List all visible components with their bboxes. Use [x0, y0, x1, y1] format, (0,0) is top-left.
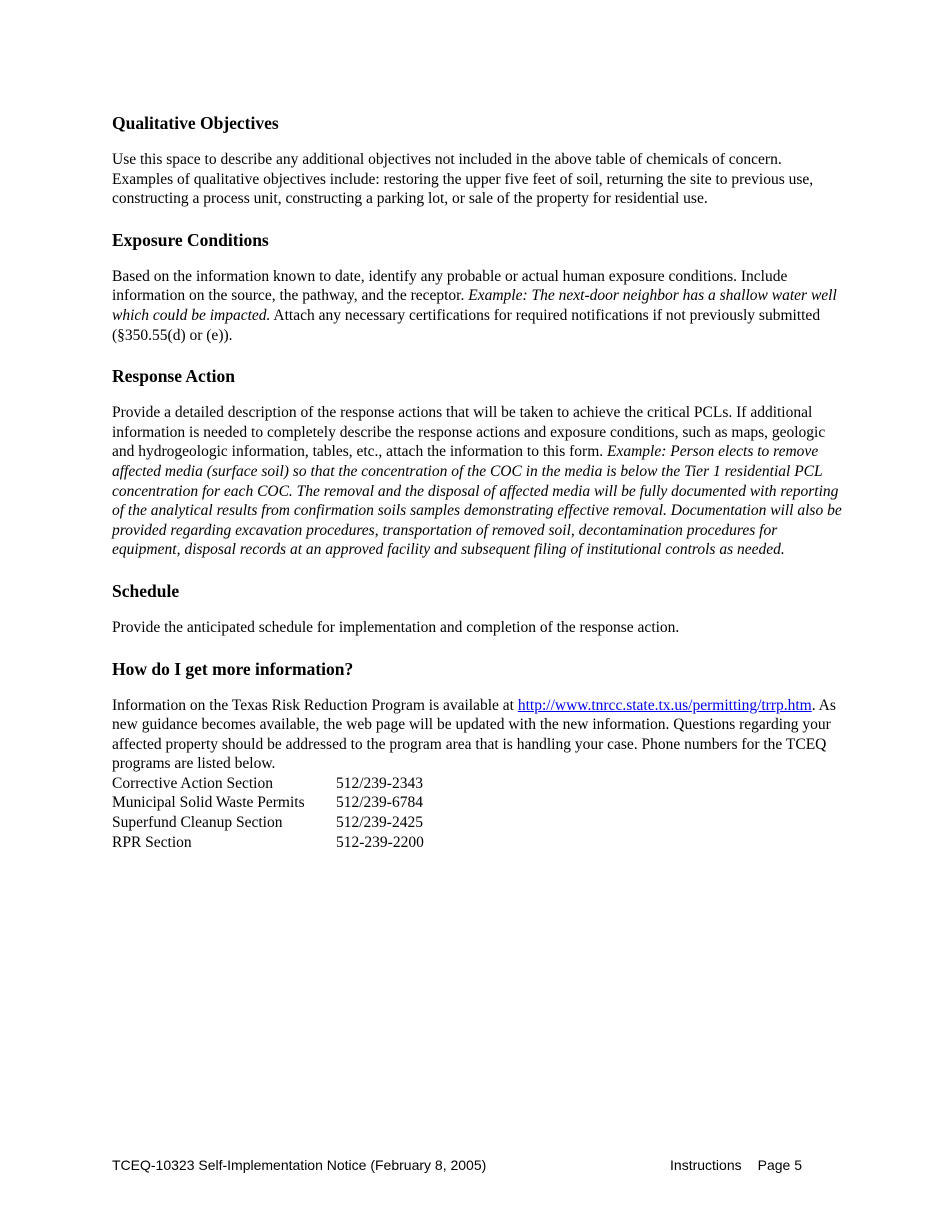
response-intro: Provide a detailed description of the response actions that will be taken to achieve the critical PCLs. If additional information is needed to completely describe the response actions and exposure conditions, such as maps, geologic and hydrogeologic information, tables, etc., attach the information to this form.	[112, 404, 826, 461]
phone-number-table	[112, 774, 424, 852]
program-name: Corrective Action Section	[112, 774, 273, 792]
heading-response-action: Response Action	[112, 366, 235, 387]
footer-page-number: Page 5	[757, 1157, 802, 1173]
program-phone: 512-239-2200	[336, 833, 424, 851]
info-intro: Information on the Texas Risk Reduction Program is available at	[112, 696, 518, 714]
footer-right	[670, 1156, 802, 1174]
exposure-intro: Based on the information known to date, identify any probable or actual human exposure conditions. Include information on the source, the pathway, and the receptor.	[112, 267, 788, 305]
program-phone: 512/239-6784	[336, 794, 423, 812]
heading-schedule: Schedule	[112, 580, 180, 601]
exposure-conditions-text	[112, 267, 842, 345]
program-name: Municipal Solid Waste Permits	[112, 794, 305, 812]
exposure-outro: Attach any necessary certifications for required notifications if not previously submitted (§350.55(d) or (e)).	[112, 306, 821, 344]
table-row	[112, 793, 424, 813]
trrp-link[interactable]: http://www.tnrcc.state.tx.us/permitting/trrp.htm	[517, 696, 812, 714]
heading-qualitative-objectives: Qualitative Objectives	[112, 113, 279, 133]
table-row	[112, 833, 424, 853]
response-action-text	[112, 403, 842, 560]
program-phone: 512/239-2425	[336, 814, 423, 832]
heading-exposure-conditions: Exposure Conditions	[112, 229, 269, 250]
more-information-text	[112, 696, 842, 774]
response-example: Example: Person elects to remove affected media (surface soil) so that the concentration of the COC in the media is below the Tier 1 residential PCL concentration for each COC. The removal and the disposal of affected media will be fully documented with reporting of the analytical results from confirmation soils samples demonstrating effective removal. Documentation will also be provided regarding excavation procedures, transportation of removed soil, decontamination procedures for equipment, disposal records at an approved facility and subsequent filing of institutional controls as needed.	[112, 443, 842, 559]
qualitative-objectives-text: Use this space to describe any additional objectives not included in the above table of chemicals of concern. Examples of qualitative objectives include: restoring the upper five feet of soil, returning the site to previous use, constructing a process unit, constructing a parking lot, or sale of the property for residential use.	[112, 151, 814, 208]
exposure-example: Example: The next-door neighbor has a shallow water well which could be impacted.	[112, 287, 837, 324]
footer-section: Instructions	[670, 1157, 742, 1173]
program-name: RPR Section	[112, 833, 192, 851]
table-row	[112, 774, 424, 794]
table-row	[112, 813, 424, 833]
program-phone: 512/239-2343	[336, 774, 423, 792]
schedule-text: Provide the anticipated schedule for implementation and completion of the response action.	[112, 618, 680, 636]
heading-more-information: How do I get more information?	[112, 658, 354, 679]
info-outro: . As new guidance becomes available, the web page will be updated with the new information. Questions regarding your affected property should be addressed to the program area that is handling your case. Phone numbers for the TCEQ programs are listed below.	[112, 696, 836, 773]
program-name: Superfund Cleanup Section	[112, 814, 283, 832]
footer-form-id: TCEQ-10323 Self-Implementation Notice (February 8, 2005)	[112, 1157, 487, 1173]
document-body	[112, 112, 842, 852]
